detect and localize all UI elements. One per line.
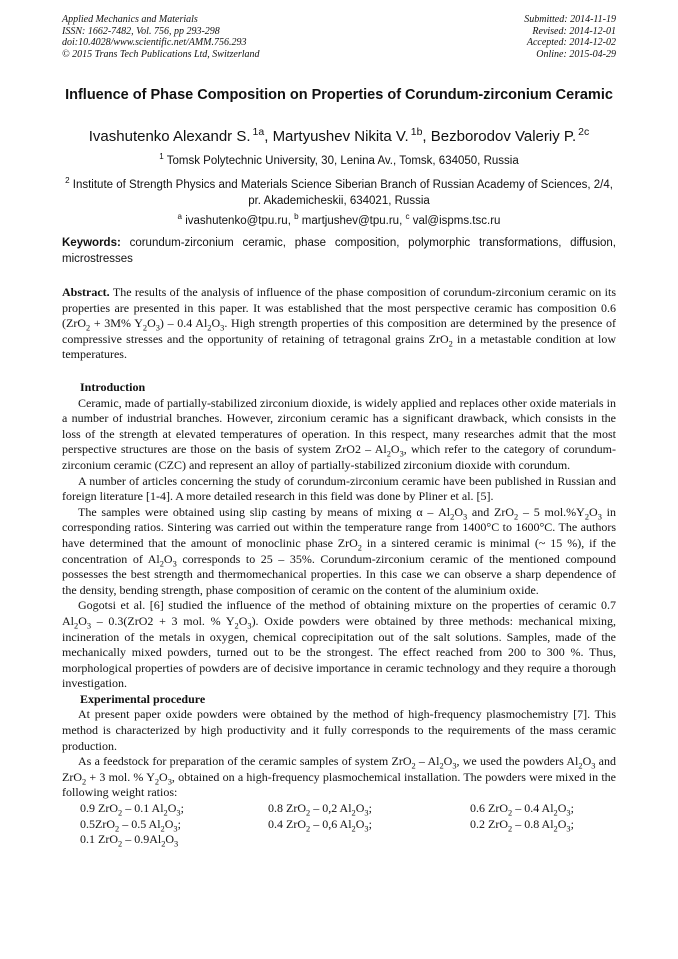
mixture-ratio: 0.6 ZrO$_2$ – 0.4 $Al_2O_3$; — [470, 801, 574, 818]
affiliation-mark: 1 — [159, 152, 164, 162]
subscript: 2 — [508, 824, 513, 834]
subscript: 2 — [163, 808, 168, 818]
subscript: 2 — [351, 824, 356, 834]
subscript: 3 — [155, 323, 160, 333]
subscript: 2 — [351, 808, 356, 818]
author-affiliation-mark: 1b — [410, 126, 423, 138]
journal-doi: doi:10.4028/www.scientific.net/AMM.756.293 — [62, 37, 247, 48]
subscript: 2 — [306, 808, 311, 818]
subscript: 2 — [584, 512, 590, 522]
subscript: 3 — [364, 824, 369, 834]
mixture-row — [62, 832, 616, 848]
subscript: 3 — [173, 824, 178, 834]
subscript: 3 — [566, 808, 571, 818]
subscript: 2 — [118, 808, 123, 818]
email-address: martjushev@tpu.ru — [298, 215, 400, 227]
subscript: 3 — [452, 761, 457, 771]
email-address: val@ispms.tsc.ru — [409, 215, 501, 227]
subscript: 2 — [439, 761, 444, 771]
mixture-row — [62, 817, 616, 833]
subscript: 3 — [167, 777, 172, 787]
subscript: 2 — [450, 512, 455, 522]
subscript: 2 — [553, 824, 558, 834]
author-name: Martyushev Nikita V. — [272, 128, 409, 145]
mixture-ratio — [268, 832, 470, 848]
subscript: 2 — [386, 449, 391, 459]
subscript: 2 — [578, 761, 583, 771]
affiliation-2 — [62, 177, 616, 209]
subscript: 2 — [86, 323, 91, 333]
paragraph: Gogotsi et al. [6] studied the influence of the method of obtaining mixture on the properties of ceramic 0.7 $Al_2O_3 - 0.3(ZrO2 + 3$ mol. % $Y_2O_3$). Oxide powders were obtained by three methods: mechanical mixing, incineration of the metals in oxygen, chemical coprecipitation out of the salt solutions. Samples, made of the mechanically mixed powders, turned out to be the strongest. The effect reached from 200 to 300 %. Thus, morphological properties of powders are of decisive importance in ceramic technology and they require a thorough investigation. — [62, 598, 616, 691]
section-heading-experimental: Experimental procedure — [80, 691, 206, 706]
abstract-text: The results of the analysis of influence of the phase composition of corundum-zirconium ceramic on its properties are presented in this paper. It was established that the most perspective ceramic has composition 0.6 (ZrO$_2$ + 3M% $Y_2O_3) - 0.4$ $Al_2O_3$. High strength properties of this composition are determined by the presence of compressive stresses and the opportunity of retaining of tetragonal grains ZrO$_2$ in a metastable condition at low temperatures. — [62, 285, 617, 362]
date-submitted: Submitted: 2014-11-19 — [524, 14, 616, 25]
email-mark: c — [405, 212, 410, 222]
author-list: Ivashutenko Alexandr S. $^{1a}$, Martyushev Nikita V. $^{1b}$, Bezborodov Valeriy P. $^{2c}$ — [88, 126, 590, 145]
journal-info — [62, 14, 260, 60]
main-text — [62, 380, 616, 848]
paragraph: A number of articles concerning the study of corundum-zirconium ceramic have been published in Russian and foreign literature [1-4]. A more detailed research in this field was done by Pliner et al. [5]. — [62, 473, 616, 504]
author-name: Ivashutenko Alexandr S. — [88, 128, 251, 145]
abstract — [62, 285, 616, 363]
subscript: 3 — [597, 512, 602, 522]
mixture-ratio: 0.9 ZrO$_2$ – 0.1 $Al_2O_3$; — [80, 801, 184, 818]
subscript: 2 — [411, 761, 416, 771]
subscript: 2 — [160, 824, 165, 834]
subscript: 3 — [247, 621, 252, 631]
date-revised: Revised: 2014-12-01 — [532, 25, 616, 37]
journal-issn: ISSN: 1662-7482, Vol. 756, pp 293-298 — [62, 25, 220, 37]
keywords-text: corundum-zirconium ceramic, phase composition, polymorphic transformations, diffusion, microstresses — [62, 237, 616, 265]
journal-name: Applied Mechanics and Materials — [62, 14, 198, 25]
section-heading-introduction: Introduction — [80, 380, 146, 394]
subscript: 2 — [115, 824, 120, 834]
subscript: 2 — [448, 339, 453, 349]
subscript: 2 — [207, 323, 212, 333]
subscript: 2 — [508, 808, 513, 818]
affiliation-text: Tomsk Polytechnic University, 30, Lenina Av., Tomsk, 634050, Russia — [166, 155, 519, 167]
affiliation-text: Institute of Strength Physics and Materials Science Siberian Branch of Russian Academy of Sciences, 2/4, pr. Akademicheskii, 634021, Russia — [72, 179, 613, 207]
subscript: 2 — [306, 824, 311, 834]
subscript: 3 — [86, 621, 92, 631]
paragraph: Ceramic, made of partially-stabilized zirconium dioxide, is widely applied and replaces other oxide materials in a number of industrial branches. However, zirconium ceramic has a significant drawback, which consists in the loss of the strength at elevated temperatures of operation. In this respect, many researches admit that the most perspective structures are those on the basis of system $ZrO2 - Al_2O_3$, which refer to the category of corundum-zirconium ceramic (CZC) and represent an alloy of partially-stabilized zirconium dioxide with corundum. — [62, 395, 617, 472]
subscript: 3 — [220, 323, 225, 333]
paragraph: As a feedstock for preparation of the ceramic samples of system $ZrO_2 - Al_2O_3$, we used the powders $Al_2O_3$ and ZrO$_2$ + 3 mol. % $Y_2O_3$, obtained on a high-frequency plasmochemical installation. The powders were mixed in the following weight ratios: — [62, 754, 616, 800]
affiliation-1 — [62, 153, 616, 169]
mixture-ratio: 0.4 ZrO$_2$ – 0,6 $Al_2O_3$; — [268, 816, 372, 834]
mixture-ratio: 0.2 ZrO$_2$ – 0.8 $Al_2O_3$; — [470, 816, 574, 834]
paragraph: At present paper oxide powders were obtained by the method of high-frequency plasmochemistry [7]. This method is characterized by high productivity and it fully corresponds to the requirements of the mass ceramic production. — [62, 707, 616, 753]
subscript: 2 — [154, 777, 160, 787]
subscript: 2 — [82, 777, 87, 787]
subscript: 3 — [176, 808, 181, 818]
subscript: 3 — [591, 761, 596, 771]
affiliation-mark: 2 — [65, 176, 70, 186]
email-mark: a — [177, 212, 183, 222]
abstract-label: Abstract. — [62, 285, 110, 299]
subscript: 2 — [357, 543, 362, 553]
publication-dates — [524, 14, 616, 60]
subscript: 3 — [399, 449, 404, 459]
mixture-row — [62, 801, 616, 817]
email-mark: b — [294, 212, 299, 222]
date-online: Online: 2015-04-29 — [536, 48, 616, 60]
keywords-label: Keywords: — [62, 237, 121, 249]
subscript: 2 — [159, 558, 164, 568]
mixture-ratio: 0.8 ZrO$_2$ – 0,2 $Al_2O_3$; — [268, 801, 372, 818]
subscript: 2 — [118, 839, 123, 849]
subscript: 2 — [142, 323, 148, 333]
subscript: 2 — [161, 839, 166, 849]
keywords — [62, 236, 616, 267]
author-affiliation-mark: 1a — [252, 126, 265, 138]
subscript: 2 — [514, 512, 519, 522]
subscript: 2 — [553, 808, 558, 818]
email-address: ivashutenko@tpu.ru — [182, 215, 288, 227]
paragraph: The samples were obtained using slip casting by means of mixing α – $Al_2O_3$ and ZrO$_2$ – 5 $mol.\%Y_2O_3$ in corresponding ratios. Sintering was carried out within the temperature range from 1400°C to 1600°C. The authors have determined that the amount of monoclinic phase ZrO$_2$ in a sintered ceramic is minimal (~ 15 %), if the concentration of $Al_2O_3$ corresponds to 25 – 35%. Corundum-zirconium ceramic of the mentioned compound possesses the best strength and thermomechanical properties. In this case we can observe a sharp dependence of the density, bending strength, phase composition of ceramic on the content of the aluminium oxide. — [62, 504, 617, 597]
mixture-ratios-table — [62, 801, 616, 848]
subscript: 3 — [462, 512, 468, 522]
mixture-ratio: 0.5ZrO$_2$ – 0.5 $Al_2O_3$; — [80, 816, 181, 834]
author-name: Bezborodov Valeriy P. — [430, 128, 577, 145]
date-accepted: Accepted: 2014-12-02 — [526, 37, 616, 48]
subscript: 3 — [172, 558, 177, 568]
subscript: 3 — [364, 808, 369, 818]
paper-title: Influence of Phase Composition on Properties of Corundum-zirconium Ceramic — [65, 87, 613, 103]
subscript: 3 — [174, 839, 179, 849]
subscript: 2 — [74, 621, 79, 631]
subscript: 2 — [234, 621, 239, 631]
mixture-ratio: 0.1 $ZrO_2 - 0.9Al_2O_3$ — [80, 832, 179, 849]
subscript: 3 — [566, 824, 571, 834]
mixture-ratio — [470, 832, 616, 848]
author-emails: $^a$ ivashutenko@tpu.ru, $^b$ martjushev@tpu.ru, $^c$ val@ispms.tsc.ru — [177, 212, 501, 227]
journal-copyright: © 2015 Trans Tech Publications Ltd, Switzerland — [62, 48, 260, 60]
author-affiliation-mark: 2c — [578, 126, 590, 138]
